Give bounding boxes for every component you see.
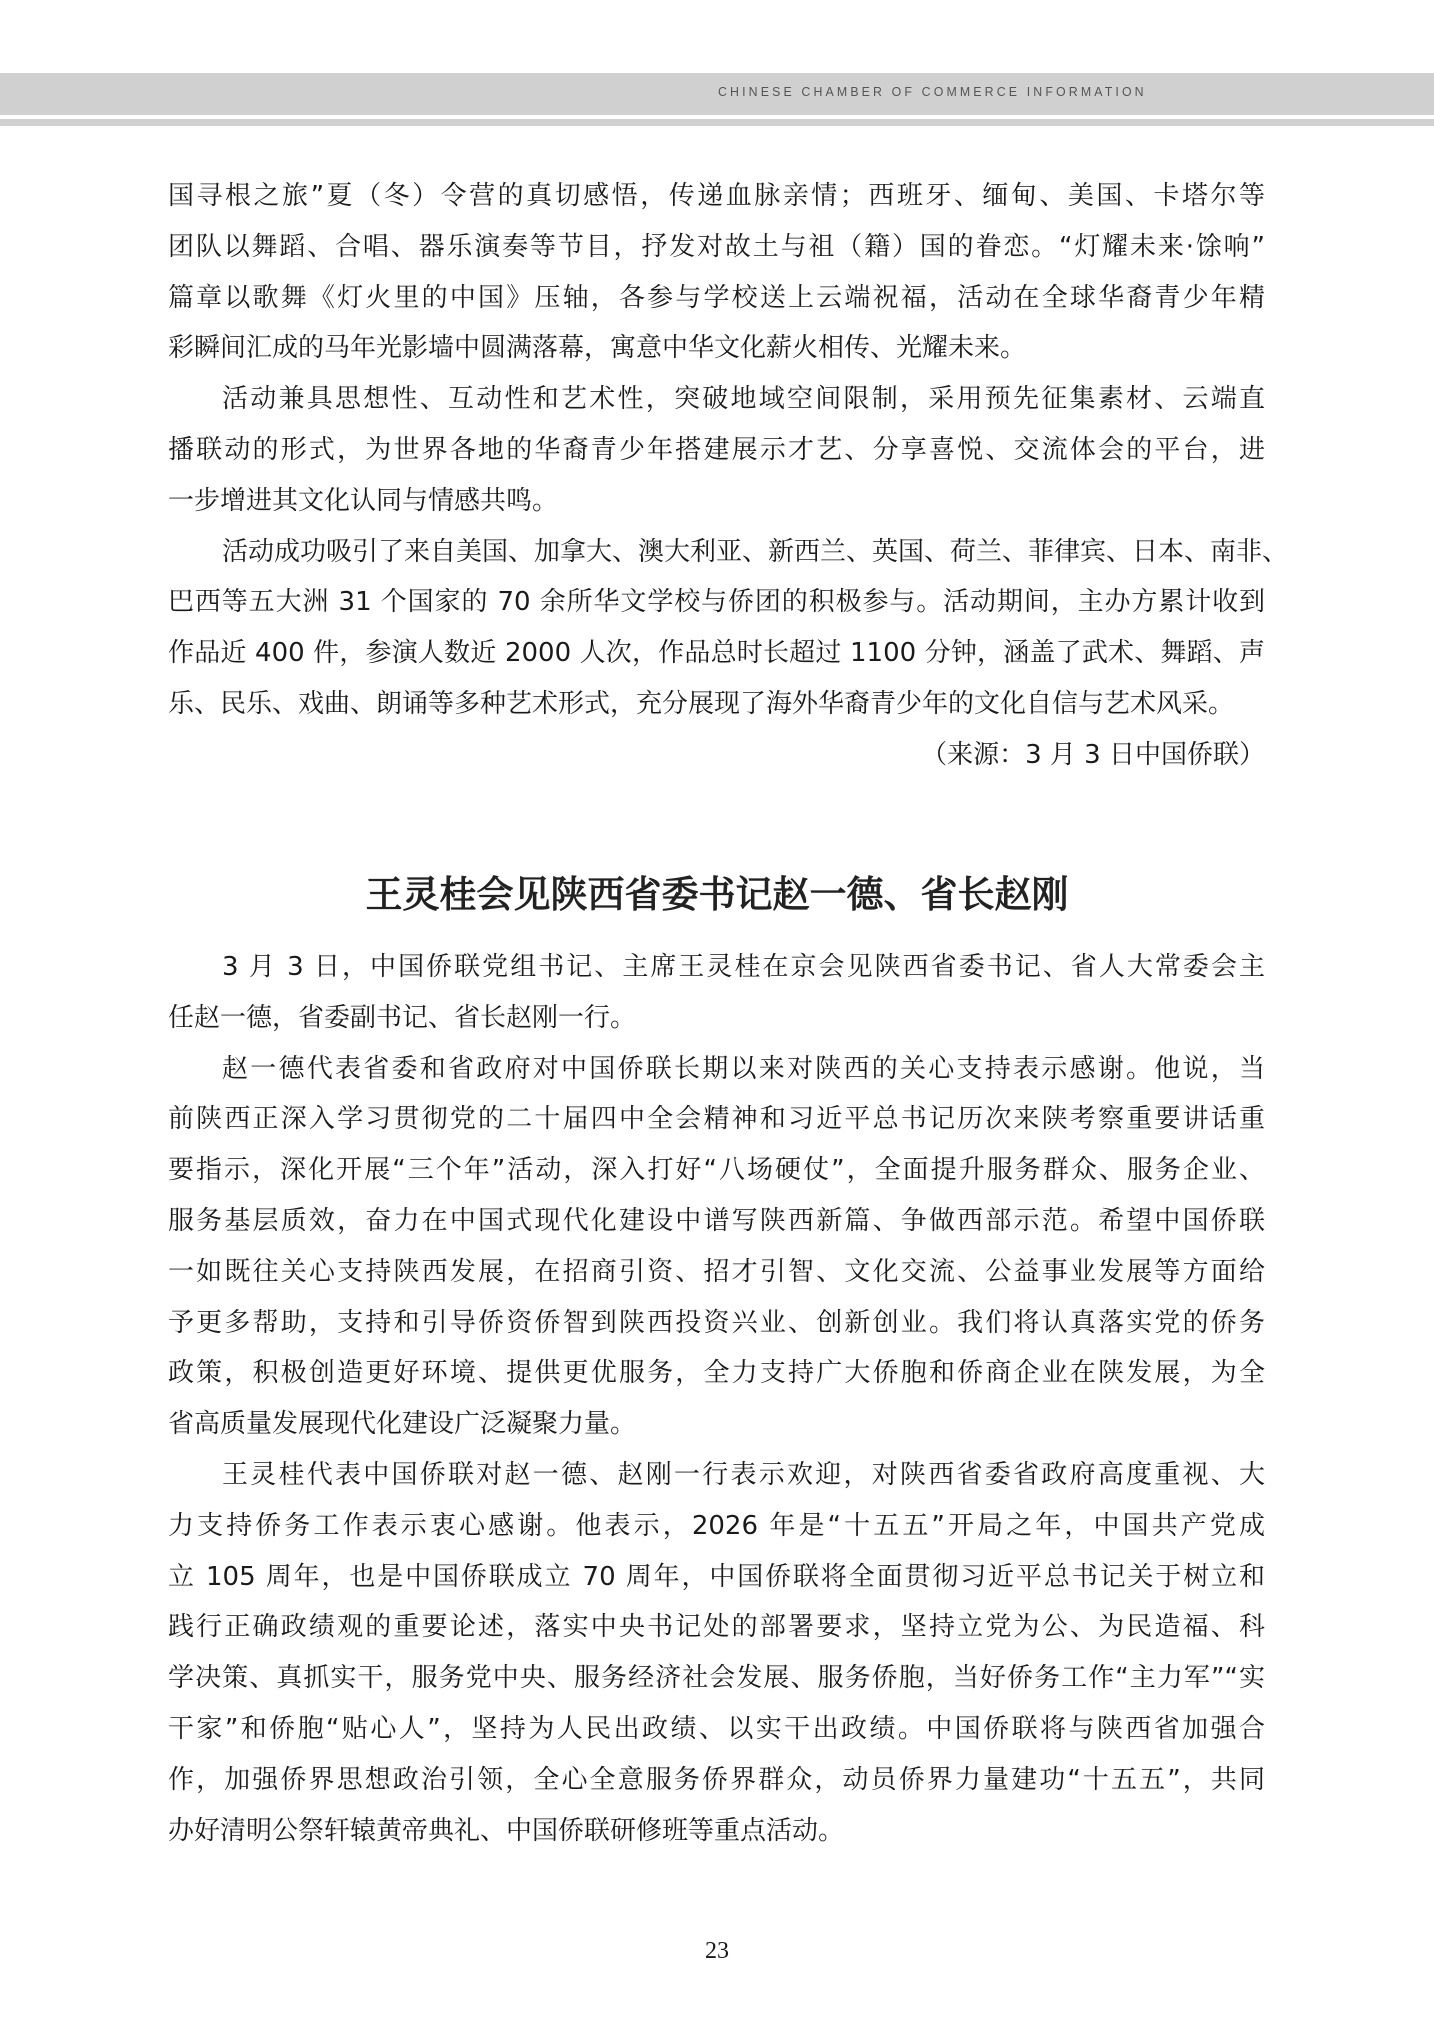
text-line: 学决策、真抓实干，服务党中央、服务经济社会发展、服务侨胞，当好侨务工作“主力军”“实 bbox=[168, 1663, 1265, 1694]
page-number: 23 bbox=[705, 1938, 729, 1964]
text-line: 前陕西正深入学习贯彻党的二十届四中全会精神和习近平总书记历次来陕考察重要讲话重 bbox=[168, 1104, 1265, 1135]
text-line: 活动兼具思想性、互动性和艺术性，突破地域空间限制，采用预先征集素材、云端直 bbox=[222, 384, 1265, 415]
header-band bbox=[0, 73, 1434, 115]
text-line: 服务基层质效，奋力在中国式现代化建设中谱写陕西新篇、争做西部示范。希望中国侨联 bbox=[168, 1205, 1265, 1236]
text-line: 予更多帮助，支持和引导侨资侨智到陕西投资兴业、创新创业。我们将认真落实党的侨务 bbox=[168, 1307, 1265, 1338]
source-citation: （来源：3 月 3 日中国侨联） bbox=[921, 739, 1265, 770]
text-line: 播联动的形式，为世界各地的华裔青少年搭建展示才艺、分享喜悦、交流体会的平台，进 bbox=[168, 434, 1265, 465]
text-line: 篇章以歌舞《灯火里的中国》压轴，各参与学校送上云端祝福，活动在全球华裔青少年精 bbox=[168, 282, 1265, 313]
publication-name: CHINESE CHAMBER OF COMMERCE INFORMATION bbox=[718, 84, 1147, 99]
text-line: 团队以舞蹈、合唱、器乐演奏等节目，抒发对故土与祖（籍）国的眷恋。“灯耀未来·馀响” bbox=[168, 231, 1265, 262]
article-title: 王灵桂会见陕西省委书记赵一德、省长赵刚 bbox=[365, 873, 1069, 916]
text-line: 王灵桂代表中国侨联对赵一德、赵刚一行表示欢迎，对陕西省委省政府高度重视、大 bbox=[222, 1459, 1265, 1490]
text-line: 一如既往关心支持陕西发展，在招商引资、招才引智、文化交流、公益事业发展等方面给 bbox=[168, 1256, 1265, 1287]
article-continuation bbox=[168, 171, 1289, 781]
text-line: 干家”和侨胞“贴心人”，坚持为人民出政绩、以实干出政绩。中国侨联将与陕西省加强合 bbox=[168, 1713, 1265, 1744]
text-line: 活动成功吸引了来自美国、加拿大、澳大利亚、新西兰、英国、荷兰、菲律宾、日本、南非、 bbox=[222, 536, 1289, 567]
text-line: 国寻根之旅”夏（冬）令营的真切感悟，传递血脉亲情；西班牙、缅甸、美国、卡塔尔等 bbox=[168, 181, 1265, 211]
text-line: 政策，积极创造更好环境、提供更优服务，全力支持广大侨胞和侨商企业在陕发展，为全 bbox=[168, 1358, 1265, 1389]
text-line: 省高质量发展现代化建设广泛凝聚力量。 bbox=[168, 1409, 637, 1440]
article-body bbox=[168, 942, 1265, 1856]
text-line: 3 月 3 日，中国侨联党组书记、主席王灵桂在京会见陕西省委书记、省人大常委会主 bbox=[222, 952, 1265, 982]
header-stripe bbox=[0, 119, 1434, 126]
text-line: 立 105 周年，也是中国侨联成立 70 周年，中国侨联将全面贯彻习近平总书记关于树立和 bbox=[168, 1561, 1265, 1592]
text-line: 要指示，深化开展“三个年”活动，深入打好“八场硬仗”，全面提升服务群众、服务企业、 bbox=[168, 1155, 1265, 1186]
text-line: 巴西等五大洲 31 个国家的 70 余所华文学校与侨团的积极参与。活动期间，主办方累计收到 bbox=[168, 587, 1265, 618]
text-line: 赵一德代表省委和省政府对中国侨联长期以来对陕西的关心支持表示感谢。他说，当 bbox=[222, 1053, 1265, 1084]
text-line: 作品近 400 件，参演人数近 2000 人次，作品总时长超过 1100 分钟，涵盖了武术、舞蹈、声 bbox=[168, 638, 1265, 669]
text-line: 践行正确政绩观的重要论述，落实中央书记处的部署要求，坚持立党为公、为民造福、科 bbox=[168, 1612, 1265, 1643]
text-line: 一步增进其文化认同与情感共鸣。 bbox=[168, 485, 559, 516]
text-line: 彩瞬间汇成的马年光影墙中圆满落幕，寓意中华文化薪火相传、光耀未来。 bbox=[168, 333, 1027, 364]
text-line: 作，加强侨界思想政治引领，全心全意服务侨界群众，动员侨界力量建功“十五五”，共同 bbox=[168, 1764, 1265, 1795]
text-line: 办好清明公祭轩辕黄帝典礼、中国侨联研修班等重点活动。 bbox=[168, 1815, 845, 1846]
text-line: 任赵一德，省委副书记、省长赵刚一行。 bbox=[168, 1002, 637, 1033]
text-line: 力支持侨务工作表示衷心感谢。他表示，2026 年是“十五五”开局之年，中国共产党成 bbox=[168, 1510, 1265, 1541]
text-line: 乐、民乐、戏曲、朗诵等多种艺术形式，充分展现了海外华裔青少年的文化自信与艺术风采。 bbox=[168, 688, 1235, 719]
